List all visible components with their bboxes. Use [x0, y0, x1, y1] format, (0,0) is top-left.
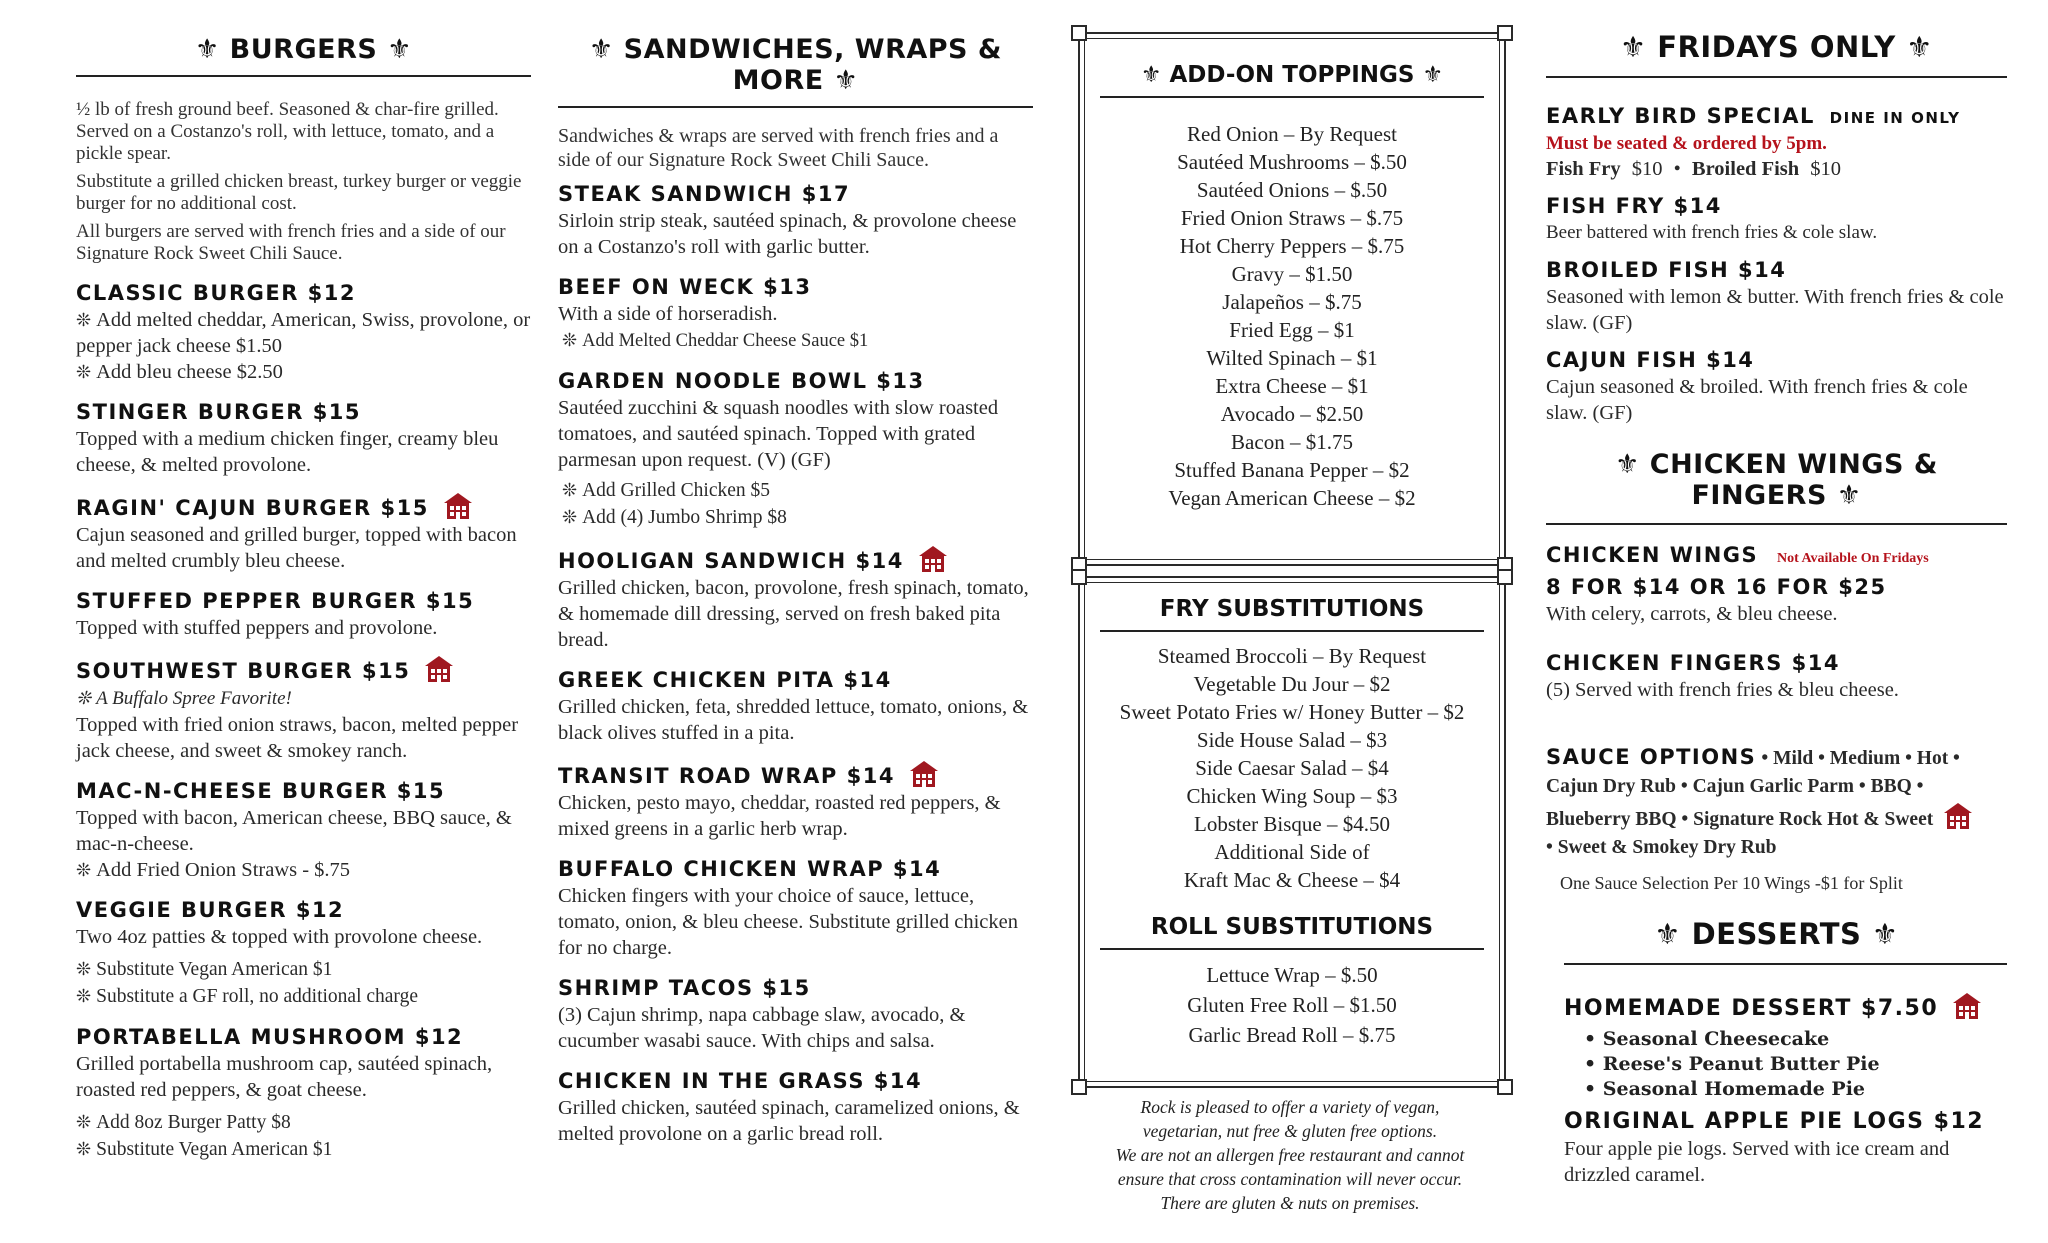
asterisk-icon: ❊ [562, 330, 578, 350]
ornament-icon: ⚜ [1872, 917, 1899, 951]
desserts-list [1564, 963, 2007, 1188]
addon-toppings-list [1080, 120, 1504, 512]
ornament-icon: ⚜ [195, 34, 220, 65]
list-item: Kraft Mac & Cheese – $4 [1183, 868, 1401, 892]
list-item: • Reese's Peanut Butter Pie [1584, 1053, 1880, 1075]
sauce-options: SAUCE OPTIONS • Mild • Medium • Hot • Cajun Dry Rub • Cajun Garlic Parm • BBQ • Blueberry BBQ • Signature Rock Hot & Sweet • Sweet & Smokey Dry Rub One Sauce Selection Per 10 Wings -$1 for Split [1546, 743, 2007, 896]
menu-item-garden-noodle-bowl: GARDEN NOODLE BOWL $13 Sautéed zucchini & squash noodles with slow roasted tomatoes, and sautéed spinach. Topped with grated parmesan upon request. (V) (GF) ❊ Add Grilled Chicken $5 ❊ Add (4) Jumbo Shrimp $8 [558, 369, 999, 528]
menu-item-early-bird-special: EARLY BIRD SPECIAL DINE IN ONLY Must be seated & ordered by 5pm. Fish Fry $10 • Broiled Fish $10 [1546, 104, 1961, 180]
list-item: Extra Cheese – $1 [1215, 374, 1369, 398]
list-item: Wilted Spinach – $1 [1206, 346, 1378, 370]
menu-item-chicken-fingers: CHICKEN FINGERS $14 (5) Served with french fries & bleu cheese. [1546, 651, 1899, 701]
menu-item-fish-fry: FISH FRY $14 Beer battered with french fries & cole slaw. [1546, 194, 1878, 243]
list-item: Lettuce Wrap – $.50 [1206, 963, 1378, 987]
list-item: • Seasonal Homemade Pie [1584, 1078, 1866, 1100]
ornament-icon: ⚜ [387, 34, 412, 65]
house-icon [917, 544, 949, 574]
addon-toppings-heading: ⚜ ADD-ON TOPPINGS ⚜ [1100, 62, 1484, 98]
list-item: Sautéed Mushrooms – $.50 [1177, 150, 1407, 174]
ornament-icon: ⚜ [1654, 917, 1681, 951]
allergen-disclaimer: Rock is pleased to offer a variety of vegan, vegetarian, nut free & gluten free options. We are not an allergen free restaurant and cannot ensure that cross contamination will never occur. There are gluten & nuts on premises. [1115, 1097, 1465, 1213]
list-item: Fried Egg – $1 [1229, 318, 1355, 342]
menu-item-southwest-burger: SOUTHWEST BURGER $15 ❊ A Buffalo Spree Favorite! Topped with fried onion straws, bacon, melted pepper jack cheese, and sweet & smokey ranch. [76, 654, 531, 764]
desserts-heading: ⚜ DESSERTS ⚜ [1654, 917, 1899, 951]
house-icon [423, 654, 455, 684]
substitutions-box [1078, 576, 1506, 1088]
asterisk-icon: ❊ [562, 507, 578, 527]
menu-item-beef-on-weck: BEEF ON WECK $13 With a side of horseradish. ❊ Add Melted Cheddar Cheese Sauce $1 [558, 275, 869, 351]
menu-item-mac-n-cheese-burger: MAC-N-CHEESE BURGER $15 Topped with bacon, American cheese, BBQ sauce, & mac-n-cheese. ❊ Add Fried Onion Straws - $.75 [76, 779, 512, 881]
list-item: Sweet Potato Fries w/ Honey Butter – $2 [1119, 700, 1465, 724]
menu-item-cajun-fish: CAJUN FISH $14 Cajun seasoned & broiled. With french fries & cole slaw. (GF) [1546, 348, 1968, 424]
list-item: Vegan American Cheese – $2 [1168, 486, 1416, 510]
fry-substitutions-list [1080, 642, 1504, 894]
sauce-note: One Sauce Selection Per 10 Wings -$1 for Split [1560, 873, 1903, 893]
house-icon [908, 759, 940, 789]
ornament-icon: ⚜ [589, 34, 614, 65]
asterisk-icon: ❊ [76, 986, 92, 1006]
list-item: Additional Side of [1214, 840, 1370, 864]
asterisk-icon: ❊ [76, 310, 92, 330]
list-item: Fried Onion Straws – $.75 [1180, 206, 1404, 230]
list-item: Steamed Broccoli – By Request [1157, 644, 1427, 668]
menu-item-steak-sandwich: STEAK SANDWICH $17 Sirloin strip steak, sautéed spinach, & provolone cheese on a Costanzo's roll with garlic butter. [558, 182, 1017, 258]
asterisk-icon: ❊ [76, 959, 92, 979]
dine-in-tag: DINE IN ONLY [1829, 109, 1961, 127]
menu-item-broiled-fish: BROILED FISH $14 Seasoned with lemon & butter. With french fries & cole slaw. (GF) [1546, 258, 2004, 334]
house-icon [1942, 801, 1974, 831]
burgers-section [76, 0, 531, 1176]
menu-item-stuffed-pepper-burger: STUFFED PEPPER BURGER $15 Topped with stuffed peppers and provolone. [76, 589, 475, 639]
dessert-options [1584, 1027, 2007, 1102]
list-item: Side House Salad – $3 [1196, 728, 1388, 752]
specials-section [1546, 0, 2007, 1201]
sandwiches-intro: Sandwiches & wraps are served with french fries and a side of our Signature Rock Sweet Chili Sauce. [558, 125, 999, 171]
sandwiches-heading: ⚜ SANDWICHES, WRAPS & MORE ⚜ [558, 0, 1033, 108]
burgers-substitute-note: Substitute a grilled chicken breast, turkey burger or veggie burger for no additional cost. [76, 171, 522, 214]
list-item: Garlic Bread Roll – $.75 [1188, 1023, 1396, 1047]
menu-item-apple-pie-logs: ORIGINAL APPLE PIE LOGS $12 Four apple pie logs. Served with ice cream and drizzled caramel. [1564, 1109, 1985, 1186]
menu-item-greek-chicken-pita: GREEK CHICKEN PITA $14 Grilled chicken, feta, shredded lettuce, tomato, onions, & black olives stuffed in a pita. [558, 668, 1029, 744]
menu-item-buffalo-chicken-wrap: BUFFALO CHICKEN WRAP $14 Chicken fingers with your choice of sauce, lettuce, tomato, onion, & bleu cheese. Substitute grilled chicken for no charge. [558, 857, 1019, 959]
list-item: Jalapeños – $.75 [1222, 290, 1362, 314]
list-item: Bacon – $1.75 [1231, 430, 1353, 454]
menu-item-ragin-cajun-burger: RAGIN' CAJUN BURGER $15 Cajun seasoned and grilled burger, topped with bacon and melted crumbly bleu cheese. [76, 491, 531, 574]
ornament-icon: ⚜ [1620, 30, 1647, 64]
asterisk-icon: ❊ [76, 1139, 92, 1159]
list-item: Gluten Free Roll – $1.50 [1187, 993, 1397, 1017]
house-icon [1951, 991, 1983, 1021]
menu-item-hooligan-sandwich: HOOLIGAN SANDWICH $14 Grilled chicken, bacon, provolone, fresh spinach, tomato, & homemade dill dressing, served on fresh baked pita bread. [558, 544, 1033, 653]
roll-substitutions-list [1080, 960, 1504, 1050]
list-item: • Seasonal Cheesecake [1584, 1028, 1830, 1050]
ornament-icon: ⚜ [1615, 449, 1640, 480]
menu-item-chicken-in-the-grass: CHICKEN IN THE GRASS $14 Grilled chicken, sautéed spinach, caramelized onions, & melted provolone on a garlic bread roll. [558, 1069, 1020, 1145]
menu-item-homemade-dessert: HOMEMADE DESSERT $7.50 • Seasonal Cheesecake • Reese's Peanut Butter Pie • Seasonal Homemade Pie [1564, 991, 2007, 1102]
list-item: Lobster Bisque – $4.50 [1194, 812, 1390, 836]
menu-item-shrimp-tacos: SHRIMP TACOS $15 (3) Cajun shrimp, napa cabbage slaw, avocado, & cucumber wasabi sauce. With chips and salsa. [558, 976, 966, 1052]
ornament-icon: ⚜ [1906, 30, 1933, 64]
list-item: Vegetable Du Jour – $2 [1193, 672, 1391, 696]
ornament-icon: ⚜ [833, 65, 859, 96]
menu-item-chicken-wings: CHICKEN WINGS Not Available On Fridays 8 FOR $14 OR 16 FOR $25 With celery, carrots, & bleu cheese. [1546, 543, 1929, 625]
roll-substitutions-heading: ROLL SUBSTITUTIONS [1100, 914, 1484, 950]
list-item: Stuffed Banana Pepper – $2 [1174, 458, 1410, 482]
list-item: Gravy – $1.50 [1231, 262, 1353, 286]
fry-substitutions-heading: FRY SUBSTITUTIONS [1100, 596, 1484, 632]
list-item: Sautéed Onions – $.50 [1196, 178, 1388, 202]
house-icon [442, 491, 474, 521]
list-item: Hot Cherry Peppers – $.75 [1179, 234, 1405, 258]
addon-toppings-box [1078, 32, 1506, 566]
menu-item-transit-road-wrap: TRANSIT ROAD WRAP $14 Chicken, pesto mayo, cheddar, roasted red peppers, & mixed greens in a garlic herb wrap. [558, 759, 1033, 842]
list-item: Avocado – $2.50 [1220, 402, 1364, 426]
burgers-intro: ½ lb of fresh ground beef. Seasoned & char-fire grilled. Served on a Costanzo's roll, with lettuce, tomato, and a pickle spear. [76, 99, 499, 164]
list-item: Side Caesar Salad – $4 [1195, 756, 1389, 780]
asterisk-icon: ❊ [76, 362, 92, 382]
availability-note: Not Available On Fridays [1776, 551, 1929, 566]
list-item: Chicken Wing Soup – $3 [1186, 784, 1398, 808]
ornament-icon: ⚜ [1836, 480, 1862, 511]
ornament-icon: ⚜ [1140, 62, 1162, 88]
menu-item-stinger-burger: STINGER BURGER $15 Topped with a medium chicken finger, creamy bleu cheese, & melted provolone. [76, 400, 499, 476]
menu-item-classic-burger: CLASSIC BURGER $12 ❊ Add melted cheddar, American, Swiss, provolone, or pepper jack cheese $1.50 ❊ Add bleu cheese $2.50 [76, 281, 531, 383]
menu-item-veggie-burger: VEGGIE BURGER $12 Two 4oz patties & topped with provolone cheese. ❊ Substitute Vegan American $1 ❊ Substitute a GF roll, no additional charge [76, 898, 483, 1007]
asterisk-icon: ❊ [76, 860, 92, 880]
asterisk-icon: ❊ [76, 1112, 92, 1132]
asterisk-icon: ❊ [76, 688, 92, 708]
burgers-heading: ⚜ BURGERS ⚜ [76, 0, 531, 77]
menu-item-portabella-mushroom: PORTABELLA MUSHROOM $12 Grilled portabella mushroom cap, sautéed spinach, roasted red peppers, & goat cheese. ❊ Add 8oz Burger Patty $8 ❊ Substitute Vegan American $1 [76, 1025, 493, 1160]
asterisk-icon: ❊ [562, 480, 578, 500]
ornament-icon: ⚜ [1422, 62, 1444, 88]
burgers-served-note: All burgers are served with french fries and a side of our Signature Rock Sweet Chili Sauce. [76, 221, 506, 264]
fridays-heading: ⚜ FRIDAYS ONLY ⚜ [1546, 0, 2007, 78]
sandwiches-section [558, 0, 1033, 1160]
wings-heading: ⚜ CHICKEN WINGS & FINGERS ⚜ [1546, 439, 2007, 525]
list-item: Red Onion – By Request [1187, 122, 1397, 146]
